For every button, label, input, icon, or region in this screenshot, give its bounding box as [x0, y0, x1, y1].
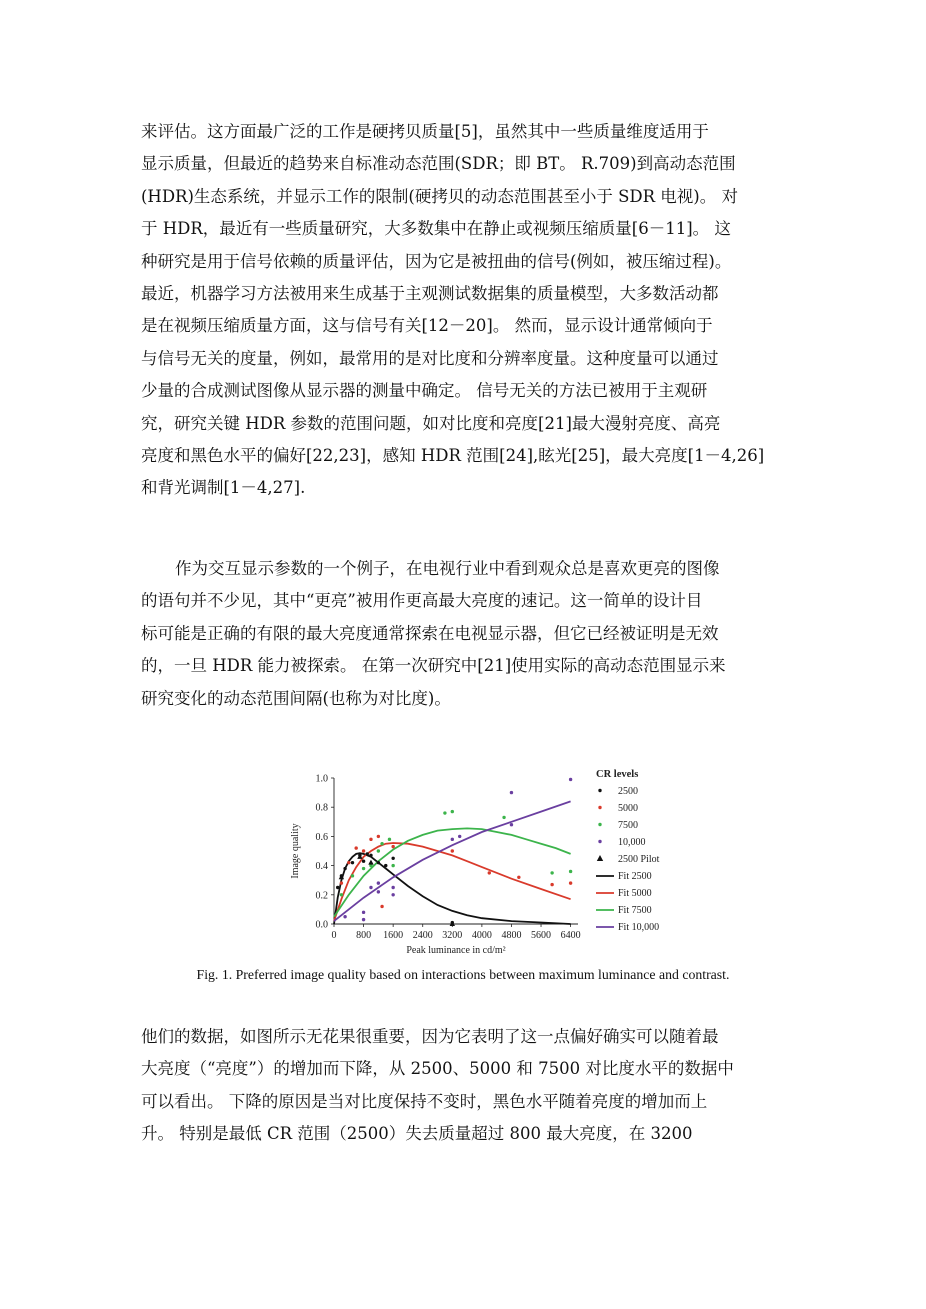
x-tick-label: 4800	[501, 930, 522, 941]
text-line: 来评估。这方面最广泛的工作是硬拷贝质量[5]，虽然其中一些质量维度适用于	[141, 122, 709, 141]
data-point	[347, 861, 350, 864]
text-line: 最近，机器学习方法被用来生成基于主观测试数据集的质量模型，大多数活动都	[141, 283, 719, 303]
fit-line	[334, 828, 571, 916]
data-point	[569, 870, 572, 873]
legend-swatch	[598, 840, 601, 843]
data-point	[343, 915, 346, 918]
x-tick-label: 5600	[531, 930, 552, 941]
text-line: 的语句并不少见，其中“更亮”被用作更高最大亮度的速记。这一简单的设计目	[141, 591, 703, 611]
data-point	[488, 871, 491, 874]
data-point	[443, 811, 446, 814]
data-point	[368, 860, 373, 865]
data-point	[391, 886, 394, 889]
data-point	[502, 816, 505, 819]
paragraph-2	[141, 553, 789, 715]
data-point	[517, 876, 520, 879]
legend-label: Fit 7500	[618, 905, 652, 916]
legend-label: 7500	[618, 820, 638, 831]
text-line: 标可能是正确的有限的最大亮度通常探索在电视显示器，但它已经被证明是无效	[141, 623, 719, 643]
legend-label: Fit 2500	[618, 871, 652, 882]
data-point	[362, 911, 365, 914]
data-point	[351, 874, 354, 877]
x-tick-label: 3200	[442, 930, 463, 941]
data-point	[380, 905, 383, 908]
text-line: 于 HDR，最近有一些质量研究，大多数集中在静止或视频压缩质量[6－11]。 这	[141, 219, 731, 239]
x-tick-label: 0	[331, 930, 337, 941]
legend-label: 5000	[618, 803, 638, 814]
fit-line	[334, 801, 571, 921]
data-point	[354, 846, 357, 849]
y-tick-label: 0.2	[315, 890, 328, 902]
legend-swatch	[598, 806, 601, 809]
text-line: 显示质量，但最近的趋势来自标准动态范围(SDR；即 BT。 R.709)到高动态范围	[141, 154, 736, 174]
x-tick-label: 2400	[412, 930, 433, 941]
data-point	[362, 918, 365, 921]
legend-label: Fit 10,000	[618, 922, 660, 933]
data-point	[369, 854, 372, 857]
data-point	[450, 921, 455, 926]
text-line: 究，研究关键 HDR 参数的范围问题，如对比度和亮度[21]最大漫射亮度、高亮	[141, 413, 721, 433]
text-line: 作为交互显示参数的一个例子，在电视行业中看到观众总是喜欢更亮的图像	[175, 559, 720, 578]
data-point	[377, 849, 380, 852]
data-point	[336, 886, 339, 889]
data-point	[351, 861, 354, 864]
data-point	[569, 881, 572, 884]
data-point	[391, 893, 394, 896]
y-axis-label: Image quality	[290, 823, 301, 879]
y-tick-label: 0.8	[315, 802, 328, 814]
legend-swatch	[598, 823, 601, 826]
text-line: 的，一旦 HDR 能力被探索。 在第一次研究中[21]使用实际的高动态范围显示来	[141, 656, 726, 676]
data-point	[550, 871, 553, 874]
legend-swatch	[598, 789, 601, 792]
figure-chart	[286, 762, 686, 960]
data-point	[569, 778, 572, 781]
text-line: 种研究是用于信号依赖的质量评估，因为它是被扭曲的信号(例如，被压缩过程)。	[141, 251, 732, 271]
data-point	[377, 835, 380, 838]
data-point	[391, 857, 394, 860]
text-line: 升。 特别是最低 CR 范围（2500）失去质量超过 800 最大亮度，在 3200	[141, 1124, 693, 1144]
legend-label: 2500	[618, 786, 638, 797]
y-tick-label: 0.4	[315, 861, 328, 873]
data-point	[510, 791, 513, 794]
data-point	[388, 838, 391, 841]
data-point	[340, 893, 343, 896]
paragraph-3	[141, 1021, 789, 1151]
text-line: 可以看出。 下降的原因是当对比度保持不变时，黑色水平随着亮度的增加而上	[141, 1091, 708, 1111]
text-line: 和背光调制[1－4,27].	[141, 478, 306, 498]
y-tick-label: 1.0	[315, 773, 328, 785]
x-tick-label: 4000	[471, 930, 492, 941]
text-line: 亮度和黑色水平的偏好[22,23]，感知 HDR 范围[24],眩光[25]，最大亮度[1－4,26]	[141, 445, 765, 465]
data-point	[343, 867, 346, 870]
x-tick-label: 1600	[383, 930, 404, 941]
data-point	[451, 849, 454, 852]
text-line: 研究变化的动态范围间隔(也称为对比度)。	[141, 688, 451, 708]
data-point	[391, 845, 394, 848]
x-tick-label: 6400	[560, 930, 581, 941]
legend-swatch	[597, 855, 603, 861]
text-line: 他们的数据，如图所示无花果很重要，因为它表明了这一点偏好确实可以随着最	[141, 1027, 719, 1046]
data-point	[391, 864, 394, 867]
data-point	[384, 864, 387, 867]
text-line: 少量的合成测试图像从显示器的测量中确定。 信号无关的方法已被用于主观研	[141, 381, 708, 401]
y-tick-label: 0.0	[315, 919, 328, 931]
text-line: 与信号无关的度量，例如，最常用的是对比度和分辨率度量。这种度量可以通过	[141, 348, 719, 368]
text-line: 是在视频压缩质量方面，这与信号有关[12－20]。 然而，显示设计通常倾向于	[141, 316, 713, 336]
data-point	[362, 867, 365, 870]
legend-label: 10,000	[618, 837, 646, 848]
data-point	[362, 860, 365, 863]
text-line: (HDR)生态系统，并显示工作的限制(硬拷贝的动态范围甚至小于 SDR 电视)。 对	[141, 186, 738, 206]
legend-label: Fit 5000	[618, 888, 652, 899]
text-line: 大亮度（“亮度”）的增加而下降，从 2500、5000 和 7500 对比度水平的数据中	[141, 1059, 734, 1079]
data-point	[550, 883, 553, 886]
data-point	[357, 854, 362, 859]
data-point	[451, 838, 454, 841]
data-point	[377, 881, 380, 884]
data-point	[340, 881, 343, 884]
data-point	[369, 838, 372, 841]
data-point	[458, 835, 461, 838]
paragraph-1	[141, 116, 789, 505]
x-tick-label: 800	[356, 930, 372, 941]
data-point	[377, 890, 380, 893]
data-point	[369, 886, 372, 889]
x-axis-label: Peak luminance in cd/m²	[406, 945, 506, 956]
data-point	[377, 861, 380, 864]
data-point	[362, 849, 365, 852]
data-point	[510, 823, 513, 826]
legend-label: 2500 Pilot	[618, 854, 660, 865]
data-point	[380, 842, 383, 845]
data-point	[366, 852, 369, 855]
y-tick-label: 0.6	[315, 831, 328, 843]
data-point	[451, 810, 454, 813]
figure-caption: Fig. 1. Preferred image quality based on interactions between maximum luminance and contrast.	[196, 967, 730, 982]
legend-title: CR levels	[596, 769, 639, 780]
